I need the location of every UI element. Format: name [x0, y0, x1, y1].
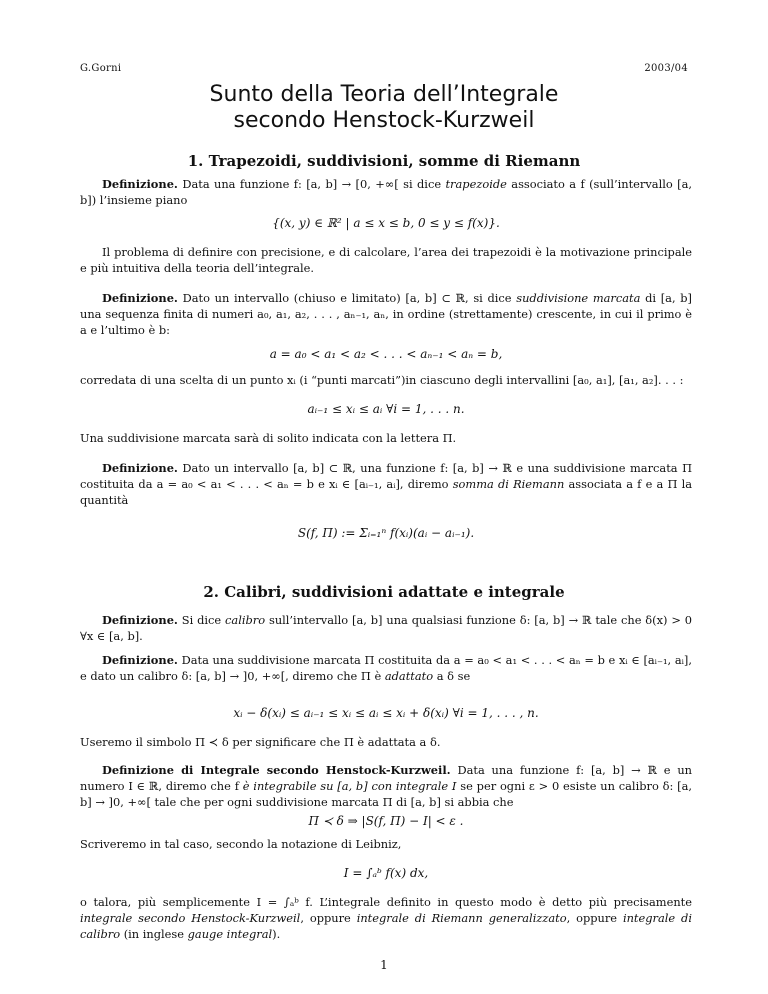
- paragraph-leibniz: Scriveremo in tal caso, secondo la notazione di Leibniz,: [80, 837, 402, 851]
- section-1-heading: 1. Trapezoidi, suddivisioni, somme di Riemann: [187, 152, 581, 170]
- formula-marked-points: aᵢ₋₁ ≤ xᵢ ≤ aᵢ ∀i = 1, . . . n.: [307, 402, 465, 416]
- paragraph-pi: Una suddivisione marcata sarà di solito indicata con la lettera Π.: [80, 431, 457, 445]
- text: Dato un intervallo [a, b] ⊂ ℝ, una funzione f: [a, b] → ℝ e una suddivisione marcata Π costituita da a = a₀ < a₁ < . . . < aₙ = b e xᵢ ∈ [aᵢ₋₁, aᵢ], diremo: [80, 461, 693, 491]
- paragraph-symbol: Useremo il simbolo Π ≺ δ per significare che Π è adattata a δ.: [80, 735, 441, 749]
- definition-label: Definizione.: [102, 461, 178, 475]
- section-2-heading: 2. Calibri, suddivisioni adattate e integrale: [203, 583, 565, 601]
- text: di [a, b] una sequenza finita di numeri a₀, a₁, a₂, . . . , aₙ₋₁, aₙ, in ordine (strettamente) crescente, in cui il primo è a e l’ultimo è b:: [80, 291, 692, 337]
- paragraph-punti-marcati: corredata di una scelta di un punto xᵢ (i “punti marcati”)in ciascuno degli intervallini [a₀, a₁], [a₁, a₂]. . . :: [80, 373, 684, 387]
- definition-label: Definizione.: [102, 613, 178, 627]
- text: se per ogni ε > 0 esiste un calibro δ: [a, b] → ]0, +∞[ tale che per ogni suddivisione marcata Π di [a, b] si abbia che: [80, 779, 692, 809]
- emphasis: integrale secondo Henstock-Kurzweil: [80, 911, 301, 925]
- emphasis: calibro: [225, 613, 266, 627]
- text: Data una funzione f: [a, b] → ℝ e un numero I ∈ ℝ, diremo che f: [80, 763, 692, 793]
- paragraph-motivation: Il problema di definire con precisione, e di calcolare, l’area dei trapezoidi è la motivazione principale e più intuitiva della teoria dell’integrale.: [80, 245, 692, 275]
- formula-trapezoide: {(x, y) ∈ ℝ² | a ≤ x ≤ b, 0 ≤ y ≤ f(x)}.: [272, 216, 500, 230]
- text: associato a f (sull’intervallo [a, b]) l’insieme piano: [80, 177, 692, 207]
- definition-trapezoide: [80, 176, 692, 208]
- text: ).: [272, 927, 281, 941]
- definition-suddivisione: [80, 290, 692, 338]
- text: associata a f e a Π la quantità: [80, 477, 693, 507]
- text: Data una suddivisione marcata Π costituita da a = a₀ < a₁ < . . . < aₙ = b e xᵢ ∈ [aᵢ₋₁, aᵢ], e dato un calibro δ: [a, b] → ]0, +∞[, diremo che Π è: [80, 653, 692, 683]
- text: (in inglese: [123, 927, 184, 941]
- text: sull’intervallo [a, b] una qualsiasi funzione δ: [a, b] → ℝ tale che δ(x) > 0 ∀x ∈ [a, b].: [80, 613, 692, 643]
- title-line-2: secondo Henstock-Kurzweil: [233, 108, 535, 133]
- definition-label: Definizione di Integrale secondo Henstock-Kurzweil.: [102, 763, 451, 777]
- formula-leibniz-integral: I = ∫ₐᵇ f(x) dx,: [343, 866, 429, 880]
- formula-integrability: Π ≺ δ ⇒ |S(f, Π) − I| < ε .: [308, 814, 464, 828]
- header-author: G.Gorni: [80, 63, 122, 74]
- formula-partition: a = a₀ < a₁ < a₂ < . . . < aₙ₋₁ < aₙ = b,: [269, 347, 503, 361]
- formula-riemann-sum: S(f, Π) := Σᵢ₌₁ⁿ f(xᵢ)(aᵢ − aᵢ₋₁).: [297, 526, 475, 540]
- emphasis: adattato: [384, 669, 434, 683]
- emphasis: integrale di Riemann generalizzato: [356, 911, 567, 925]
- emphasis: gauge integral: [187, 927, 273, 941]
- header-year: 2003/04: [644, 63, 688, 74]
- text: a δ se: [436, 669, 471, 683]
- text: Dato un intervallo (chiuso e limitato) [a, b] ⊂ ℝ, si dice: [182, 291, 512, 305]
- definition-integrale-hk: [80, 762, 692, 810]
- emphasis: trapezoide: [445, 177, 507, 191]
- emphasis: somma di Riemann: [452, 477, 565, 491]
- emphasis: integrale di calibro: [80, 911, 692, 941]
- title-line-1: Sunto della Teoria dell’Integrale: [209, 82, 559, 107]
- definition-label: Definizione.: [102, 653, 178, 667]
- definition-label: Definizione.: [102, 291, 178, 305]
- text: o talora, più semplicemente I = ∫ₐᵇ f. L’integrale definito in questo modo è detto più precisamente: [80, 895, 692, 909]
- emphasis: è integrabile su [a, b] con integrale I: [242, 779, 457, 793]
- formula-adattato: xᵢ − δ(xᵢ) ≤ aᵢ₋₁ ≤ xᵢ ≤ aᵢ ≤ xᵢ + δ(xᵢ) ∀i = 1, . . . , n.: [233, 706, 539, 720]
- emphasis: suddivisione marcata: [516, 291, 641, 305]
- text: , oppure: [300, 911, 351, 925]
- text: Si dice: [181, 613, 222, 627]
- page-number: 1: [380, 958, 388, 972]
- definition-label: Definizione.: [102, 177, 178, 191]
- definition-somma-riemann: [80, 460, 692, 508]
- definition-calibro: [80, 612, 692, 644]
- text: Data una funzione f: [a, b] → [0, +∞[ si dice: [182, 177, 442, 191]
- definition-adattato: [80, 652, 692, 684]
- paragraph-names: [80, 894, 692, 942]
- text: , oppure: [566, 911, 618, 925]
